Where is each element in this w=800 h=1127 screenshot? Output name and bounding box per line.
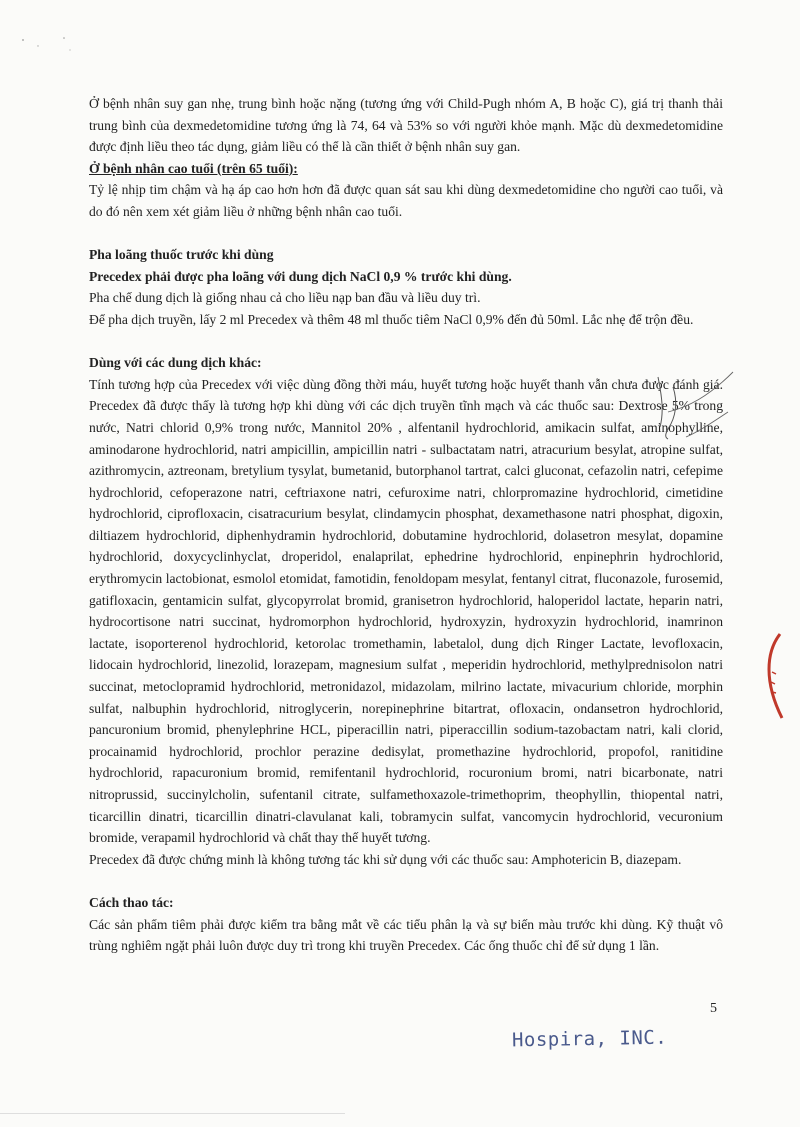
page-number: 5 [710, 1001, 717, 1016]
elderly-paragraph: Tỷ lệ nhịp tim chậm và hạ áp cao hơn hơn đã được quan sát sau khi dùng dexmedetomidine cho người cao tuổi, và do đó nên xem xét giảm liều ở những bệnh nhân cao tuổi. [89, 182, 723, 219]
handwritten-signature-mark [628, 367, 738, 447]
red-seal-fragment [758, 632, 788, 722]
compatibility-heading: Dùng với các dung dịch khác: [89, 355, 262, 371]
scan-specks [20, 30, 80, 60]
incompatibility-line: Precedex đã được chứng minh là không tương tác khi sử dụng với các thuốc sau: Amphotericin B, diazepam. [89, 851, 682, 867]
company-stamp: Hospira, INC. [511, 1026, 668, 1052]
dilution-line-2: Để pha dịch truyền, lấy 2 ml Precedex và thêm 48 ml thuốc tiêm NaCl 0,9% đến đủ 50ml. Lắc nhẹ để trộn đều. [89, 311, 694, 327]
document-body [89, 93, 723, 957]
dilution-line-1: Pha chế dung dịch là giống nhau cả cho liều nạp ban đầu và liều duy trì. [89, 290, 481, 306]
dilution-heading: Pha loãng thuốc trước khi dùng [89, 247, 274, 263]
handling-heading: Cách thao tác: [89, 894, 174, 910]
hepatic-impairment-paragraph: Ở bệnh nhân suy gan nhẹ, trung bình hoặc nặng (tương ứng với Child-Pugh nhóm A, B hoặc C), giá trị thanh thải trung bình của dexmedetomidine tương ứng là 74, 64 và 53% so với người khỏe mạnh. Mặc dù dexmedetomidine được định liều theo tác dụng, giảm liều có thể là cần thiết ở bệnh nhân suy gan. [89, 96, 723, 155]
elderly-heading: Ở bệnh nhân cao tuổi (trên 65 tuổi): [89, 160, 298, 176]
bottom-divider [0, 1113, 345, 1114]
compatibility-paragraph: Tính tương hợp của Precedex với việc dùng đồng thời máu, huyết tương hoặc huyết thanh vẫn chưa được đánh giá. Precedex đã được thấy là tương hợp khi dùng với các dịch truyền tĩnh mạch và các thuốc sau: Dextrose 5% trong nước, Natri chlorid 0,9% trong nước, Mannitol 20% , alfentanil hydrochlorid, amikacin sulfat, aminophylline, aminodarone hydrochlorid, natri ampicillin, ampicillin natri - sulbactatam natri, atracurium besylat, atropine sulfat, azithromycin, aztreonam, bretylium tysylat, bumetanid, butorphanol tartrat, calci gluconat, cefazolin natri, cefepime hydrochlorid, cefoperazone natri, ceftriaxone natri, cefuroxime natri, chlorpromazine hydrochlorid, cimetidine hydrochlorid, ciprofloxacin, cisatracurium besylat, clindamycin phosphat, dexamethasone natri phosphat, digoxin, diltiazem hydrochlorid, diphenhydramin hydrochlorid, dobutamine hydrochlorid, dolasetron mesylat, dopamine hydrochlorid, doxycyclinhyclat, droperidol, enalaprilat, ephedrine hydrochlorid, enpinephrin hydrochlorid, erythromycin lactobionat, esmolol etomidat, famotidin, fenoldopam mesylat, fentanyl citrat, fluconazole, furosemid, gatifloxacin, gentamicin sulfat, glycopyrrolat bromid, granisetron hydrochlorid, haloperidol lactate, heparin natri, hydrocortisone natri succinat, hydromorphon hydrochlorid, hydroxyzin, hydroxyzin hydrochlorid, inamrinon lactate, isoporterenol hydrochlorid, ketorolac tromethamin, labetalol, dung dịch Ringer Lactate, levofloxacin, lidocain hydrochlorid, linezolid, lorazepam, magnesium sulfat , meperidin hydrochlorid, methylprednisolon natri succinat, metoclopramid hydrochlorid, metronidazol, midazolam, milrino lactate, mivacurium chloride, morphin sulfat, nalbuphin hydrochlorid, nitroglycerin, norepinephrine bitartrat, ofloxacin, ondansetron hydrochlorid, pancuronium bromid, phenylephrine HCL, piperacillin natri, piperaccillin sodium-tazobactam natri, kali clorid, procainamid hydrochlorid, prochlor perazine dedisylat, promethazine hydrochlorid, propofol, ranitidine hydrochlorid, rapacuronium bromid, remifentanil hydrochlorid, rocuronium bromi, natri bicarbonate, natri nitroprussid, succinylcholin, sufentanil citrate, sulfamethoxazole-trimethoprim, theophyllin, thiopental natri, ticarcillin dinatri, ticarcillin dinatri-clavulanat kali, tobramycin sulfat, vancomycin hydrochlorid, vecuronium bromide, verapamil hydrochlorid và chất thay thế huyết tương. [89, 376, 723, 846]
handling-paragraph: Các sản phẩm tiêm phải được kiểm tra bằng mắt về các tiểu phân lạ và sự biến màu trước khi dùng. Kỹ thuật vô trùng nghiêm ngặt phải luôn được duy trì trong khi truyền Precedex. Các ống thuốc chỉ để sử dụng 1 lần. [89, 916, 723, 954]
dilution-requirement: Precedex phải được pha loãng với dung dịch NaCl 0,9 % trước khi dùng. [89, 268, 512, 284]
